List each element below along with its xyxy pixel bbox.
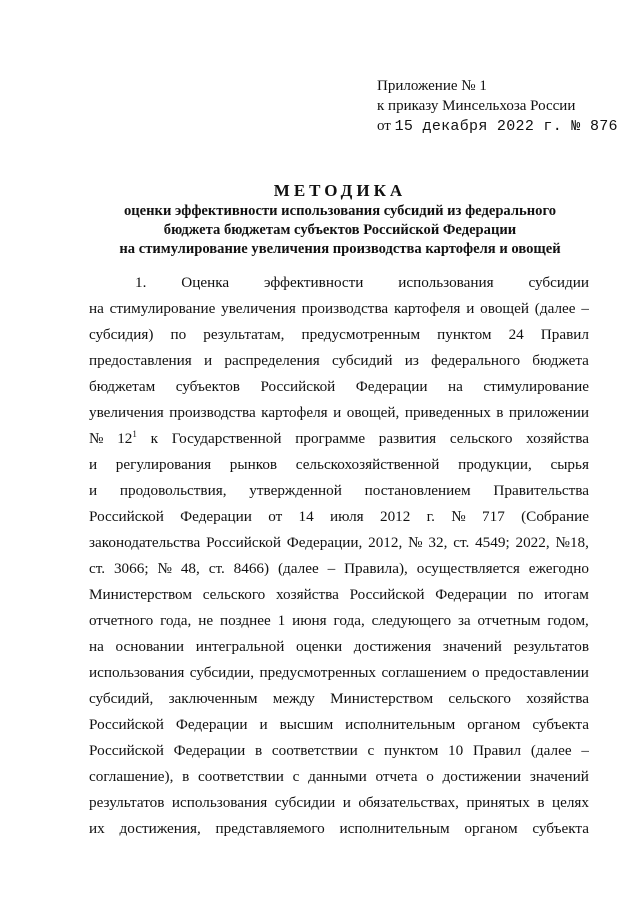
- body-word: итогам: [544, 586, 589, 603]
- body-word: результатов: [513, 638, 589, 655]
- body-word: интегральной: [195, 638, 285, 655]
- body-word: значений: [529, 768, 589, 785]
- body-word: и: [333, 404, 342, 421]
- body-word: стимулирование: [483, 378, 589, 395]
- body-word: по: [170, 326, 187, 343]
- body-paragraph: [89, 270, 589, 842]
- body-word: Правила),: [344, 560, 408, 577]
- body-word: Федерации: [175, 716, 248, 733]
- body-word: органом: [467, 716, 521, 733]
- body-line: [89, 686, 589, 712]
- body-word: Оценка: [181, 274, 230, 291]
- body-word: Федерации: [173, 742, 246, 759]
- body-word: к: [150, 430, 158, 447]
- body-word: их: [89, 820, 105, 837]
- body-word: июля: [330, 508, 364, 525]
- body-word: соглашением: [381, 664, 467, 681]
- body-line: [89, 556, 589, 582]
- body-word: федерального: [431, 352, 521, 369]
- body-word: обязательствах,: [358, 794, 459, 811]
- body-word: ст.: [89, 560, 106, 577]
- body-word: 2022,: [515, 534, 550, 551]
- body-word: Государственной: [171, 430, 282, 447]
- body-line: [89, 270, 589, 296]
- body-word: 24: [508, 326, 524, 343]
- body-word: пунктом: [437, 326, 492, 343]
- body-word: 10: [448, 742, 464, 759]
- body-word: производства: [301, 300, 389, 317]
- body-word: в: [537, 794, 545, 811]
- body-word: субсидий,: [89, 690, 154, 707]
- body-line: [89, 764, 589, 790]
- body-line: [89, 660, 589, 686]
- body-word: картофеля: [261, 404, 328, 421]
- body-word: 717: [482, 508, 505, 525]
- body-word: следующего: [371, 612, 452, 629]
- body-word: Правил: [472, 742, 522, 759]
- body-word: 3066;: [113, 560, 149, 577]
- body-word: ежегодно: [528, 560, 589, 577]
- body-word: сельского: [202, 586, 266, 603]
- body-word: отчетным: [477, 612, 541, 629]
- body-word: –: [581, 742, 589, 759]
- appendix-label: Приложение № 1: [377, 78, 487, 94]
- body-word: увеличения: [221, 300, 296, 317]
- body-word: соглашение),: [89, 768, 174, 785]
- body-word: за: [457, 612, 471, 629]
- body-word: овощей,: [346, 404, 400, 421]
- body-word: июня: [292, 612, 327, 629]
- date-prefix: от: [377, 118, 391, 134]
- body-word: –: [327, 560, 336, 577]
- body-word: предоставлении: [485, 664, 589, 681]
- body-word: в: [182, 768, 190, 785]
- body-word: Российской: [349, 586, 425, 603]
- body-word: №: [451, 508, 466, 525]
- body-line: [89, 712, 589, 738]
- body-word: субсидии: [528, 274, 589, 291]
- body-word: года,: [160, 612, 192, 629]
- body-word: $12^1$: [117, 429, 137, 447]
- body-line: [89, 400, 589, 426]
- body-line: [89, 530, 589, 556]
- body-word: и: [204, 352, 213, 369]
- body-word: –: [581, 300, 589, 317]
- body-word: органом: [464, 820, 518, 837]
- body-word: г.: [426, 508, 435, 525]
- body-word: продовольствия,: [119, 482, 227, 499]
- body-word: исполнительным: [345, 716, 456, 733]
- body-word: субъектов: [175, 378, 240, 395]
- body-word: субсидия): [89, 326, 154, 343]
- body-word: принятых: [466, 794, 530, 811]
- body-word: высшим: [279, 716, 334, 733]
- body-word: Российской: [89, 742, 164, 759]
- body-word: отчета: [375, 768, 418, 785]
- body-word: с: [292, 768, 300, 785]
- body-word: рынков: [229, 456, 278, 473]
- body-word: Министерством: [330, 690, 434, 707]
- body-word: регулирования: [115, 456, 212, 473]
- title-block: [60, 180, 620, 259]
- body-word: №: [89, 430, 104, 447]
- body-word: и: [259, 716, 268, 733]
- body-line: [89, 504, 589, 530]
- body-word: 2012: [379, 508, 411, 525]
- body-word: ст.: [208, 560, 225, 577]
- body-line: [89, 322, 589, 348]
- body-word: субъекта: [532, 716, 589, 733]
- body-word: результатов: [89, 794, 165, 811]
- body-word: между: [272, 690, 315, 707]
- body-word: от: [268, 508, 283, 525]
- body-word: соответствии: [271, 742, 358, 759]
- body-word: хозяйства: [526, 690, 589, 707]
- body-word: приложении: [508, 404, 589, 421]
- body-word: производства: [169, 404, 256, 421]
- body-word: предусмотренным: [301, 326, 421, 343]
- body-word: в: [496, 404, 504, 421]
- body-line: [89, 608, 589, 634]
- body-word: в: [255, 742, 263, 759]
- body-word: продукции,: [458, 456, 532, 473]
- body-word: сельского: [449, 430, 513, 447]
- body-word: сельскохозяйственной: [295, 456, 440, 473]
- body-word: приведенных: [404, 404, 491, 421]
- body-word: ст.: [453, 534, 470, 551]
- body-word: о: [472, 664, 480, 681]
- body-word: субъекта: [532, 820, 589, 837]
- body-word: оценки: [296, 638, 343, 655]
- body-word: законодательства: [89, 534, 201, 551]
- body-word: 1: [277, 612, 286, 629]
- body-line: [89, 478, 589, 504]
- body-word: достижении: [442, 768, 522, 785]
- body-word: осуществляется: [416, 560, 520, 577]
- body-word: Правил: [540, 326, 589, 343]
- body-word: с: [367, 742, 375, 759]
- body-word: не: [198, 612, 214, 629]
- body-word: 8466): [233, 560, 270, 577]
- body-line: [89, 348, 589, 374]
- body-word: увеличения: [89, 404, 164, 421]
- body-line: [89, 816, 589, 842]
- body-word: сельского: [448, 690, 511, 707]
- body-word: Министерством: [89, 586, 192, 603]
- body-word: позднее: [219, 612, 271, 629]
- body-word: отчетного: [89, 612, 154, 629]
- body-line: [89, 452, 589, 478]
- body-word: и: [466, 300, 475, 317]
- body-word: Российской: [260, 378, 336, 395]
- body-word: Федерации: [180, 508, 252, 525]
- body-word: (далее: [277, 560, 319, 577]
- body-word: основании: [115, 638, 185, 655]
- order-reference: к приказу Минсельхоза России: [377, 98, 576, 114]
- body-word: Российской: [89, 716, 164, 733]
- body-line: [89, 426, 589, 452]
- body-word: Федерации: [355, 378, 428, 395]
- body-word: (Собрание: [521, 508, 589, 525]
- body-word: (далее: [530, 742, 572, 759]
- body-word: бюджетам: [89, 378, 156, 395]
- order-date-line: [377, 116, 618, 137]
- body-line: [89, 582, 589, 608]
- body-word: Российской: [89, 508, 164, 525]
- body-word: результатам,: [203, 326, 285, 343]
- body-word: 2012,: [368, 534, 403, 551]
- body-word: развития: [378, 430, 437, 447]
- body-word: годом,: [547, 612, 589, 629]
- body-word: Федерации: [435, 586, 507, 603]
- body-line: [89, 374, 589, 400]
- body-word: значений: [442, 638, 502, 655]
- body-word: о: [426, 768, 434, 785]
- body-word: постановлением: [364, 482, 471, 499]
- body-word: использования: [398, 274, 494, 291]
- body-word: соответствии: [198, 768, 284, 785]
- body-word: 48,: [180, 560, 200, 577]
- date-number-stamp: 15 декабря 2022 г. № 876: [394, 118, 618, 135]
- body-word: заключенным: [168, 690, 258, 707]
- body-word: хозяйства: [526, 430, 589, 447]
- body-word: 32,: [428, 534, 448, 551]
- body-word: достижения: [353, 638, 432, 655]
- body-word: использования: [171, 794, 268, 811]
- body-word: Правительства: [493, 482, 589, 499]
- body-line: [89, 790, 589, 816]
- body-line: [89, 634, 589, 660]
- body-word: 1.: [135, 274, 147, 291]
- body-word: эффективности: [263, 274, 364, 291]
- body-word: картофеля: [393, 300, 461, 317]
- body-word: и: [89, 456, 98, 473]
- body-line: [89, 296, 589, 322]
- body-word: хозяйства: [276, 586, 339, 603]
- body-word: пунктом: [383, 742, 439, 759]
- body-line: [89, 738, 589, 764]
- body-word: достижения,: [119, 820, 201, 837]
- body-word: на: [89, 638, 104, 655]
- body-word: на: [89, 300, 104, 317]
- body-word: субсидии: [274, 794, 336, 811]
- body-word: Федерации,: [286, 534, 363, 551]
- body-word: (далее: [534, 300, 576, 317]
- document-title: МЕТОДИКА: [273, 181, 407, 200]
- body-word: предоставления: [89, 352, 192, 369]
- body-word: на: [447, 378, 463, 395]
- body-word: данными: [308, 768, 367, 785]
- body-word: овощей: [480, 300, 529, 317]
- body-word: Российской: [206, 534, 281, 551]
- body-word: сырья: [550, 456, 589, 473]
- body-word: бюджета: [532, 352, 589, 369]
- body-word: и: [89, 482, 98, 499]
- body-word: программе: [295, 430, 366, 447]
- body-word: года,: [333, 612, 365, 629]
- body-word: и: [342, 794, 351, 811]
- document-subtitle: оценки эффективности использования субсидий из федерального бюджета бюджетам субъектов Российской Федерации на стимулирование увеличения производства картофеля и овощей: [119, 203, 561, 257]
- body-word: представляемого: [215, 820, 325, 837]
- body-word: утвержденной: [249, 482, 342, 499]
- body-word: распределения: [224, 352, 320, 369]
- body-word: 4549;: [475, 534, 510, 551]
- body-word: исполнительным: [339, 820, 450, 837]
- body-word: №18,: [555, 534, 589, 551]
- body-word: предусмотренных: [259, 664, 377, 681]
- document-header: [377, 76, 618, 137]
- body-word: по: [517, 586, 534, 603]
- body-word: субсидий: [331, 352, 393, 369]
- body-word: 14: [298, 508, 314, 525]
- body-word: целях: [551, 794, 589, 811]
- body-word: субсидии,: [189, 664, 255, 681]
- body-word: №: [408, 534, 423, 551]
- body-word: №: [157, 560, 172, 577]
- body-word: из: [404, 352, 419, 369]
- body-word: использования: [89, 664, 185, 681]
- body-word: стимулирование: [109, 300, 216, 317]
